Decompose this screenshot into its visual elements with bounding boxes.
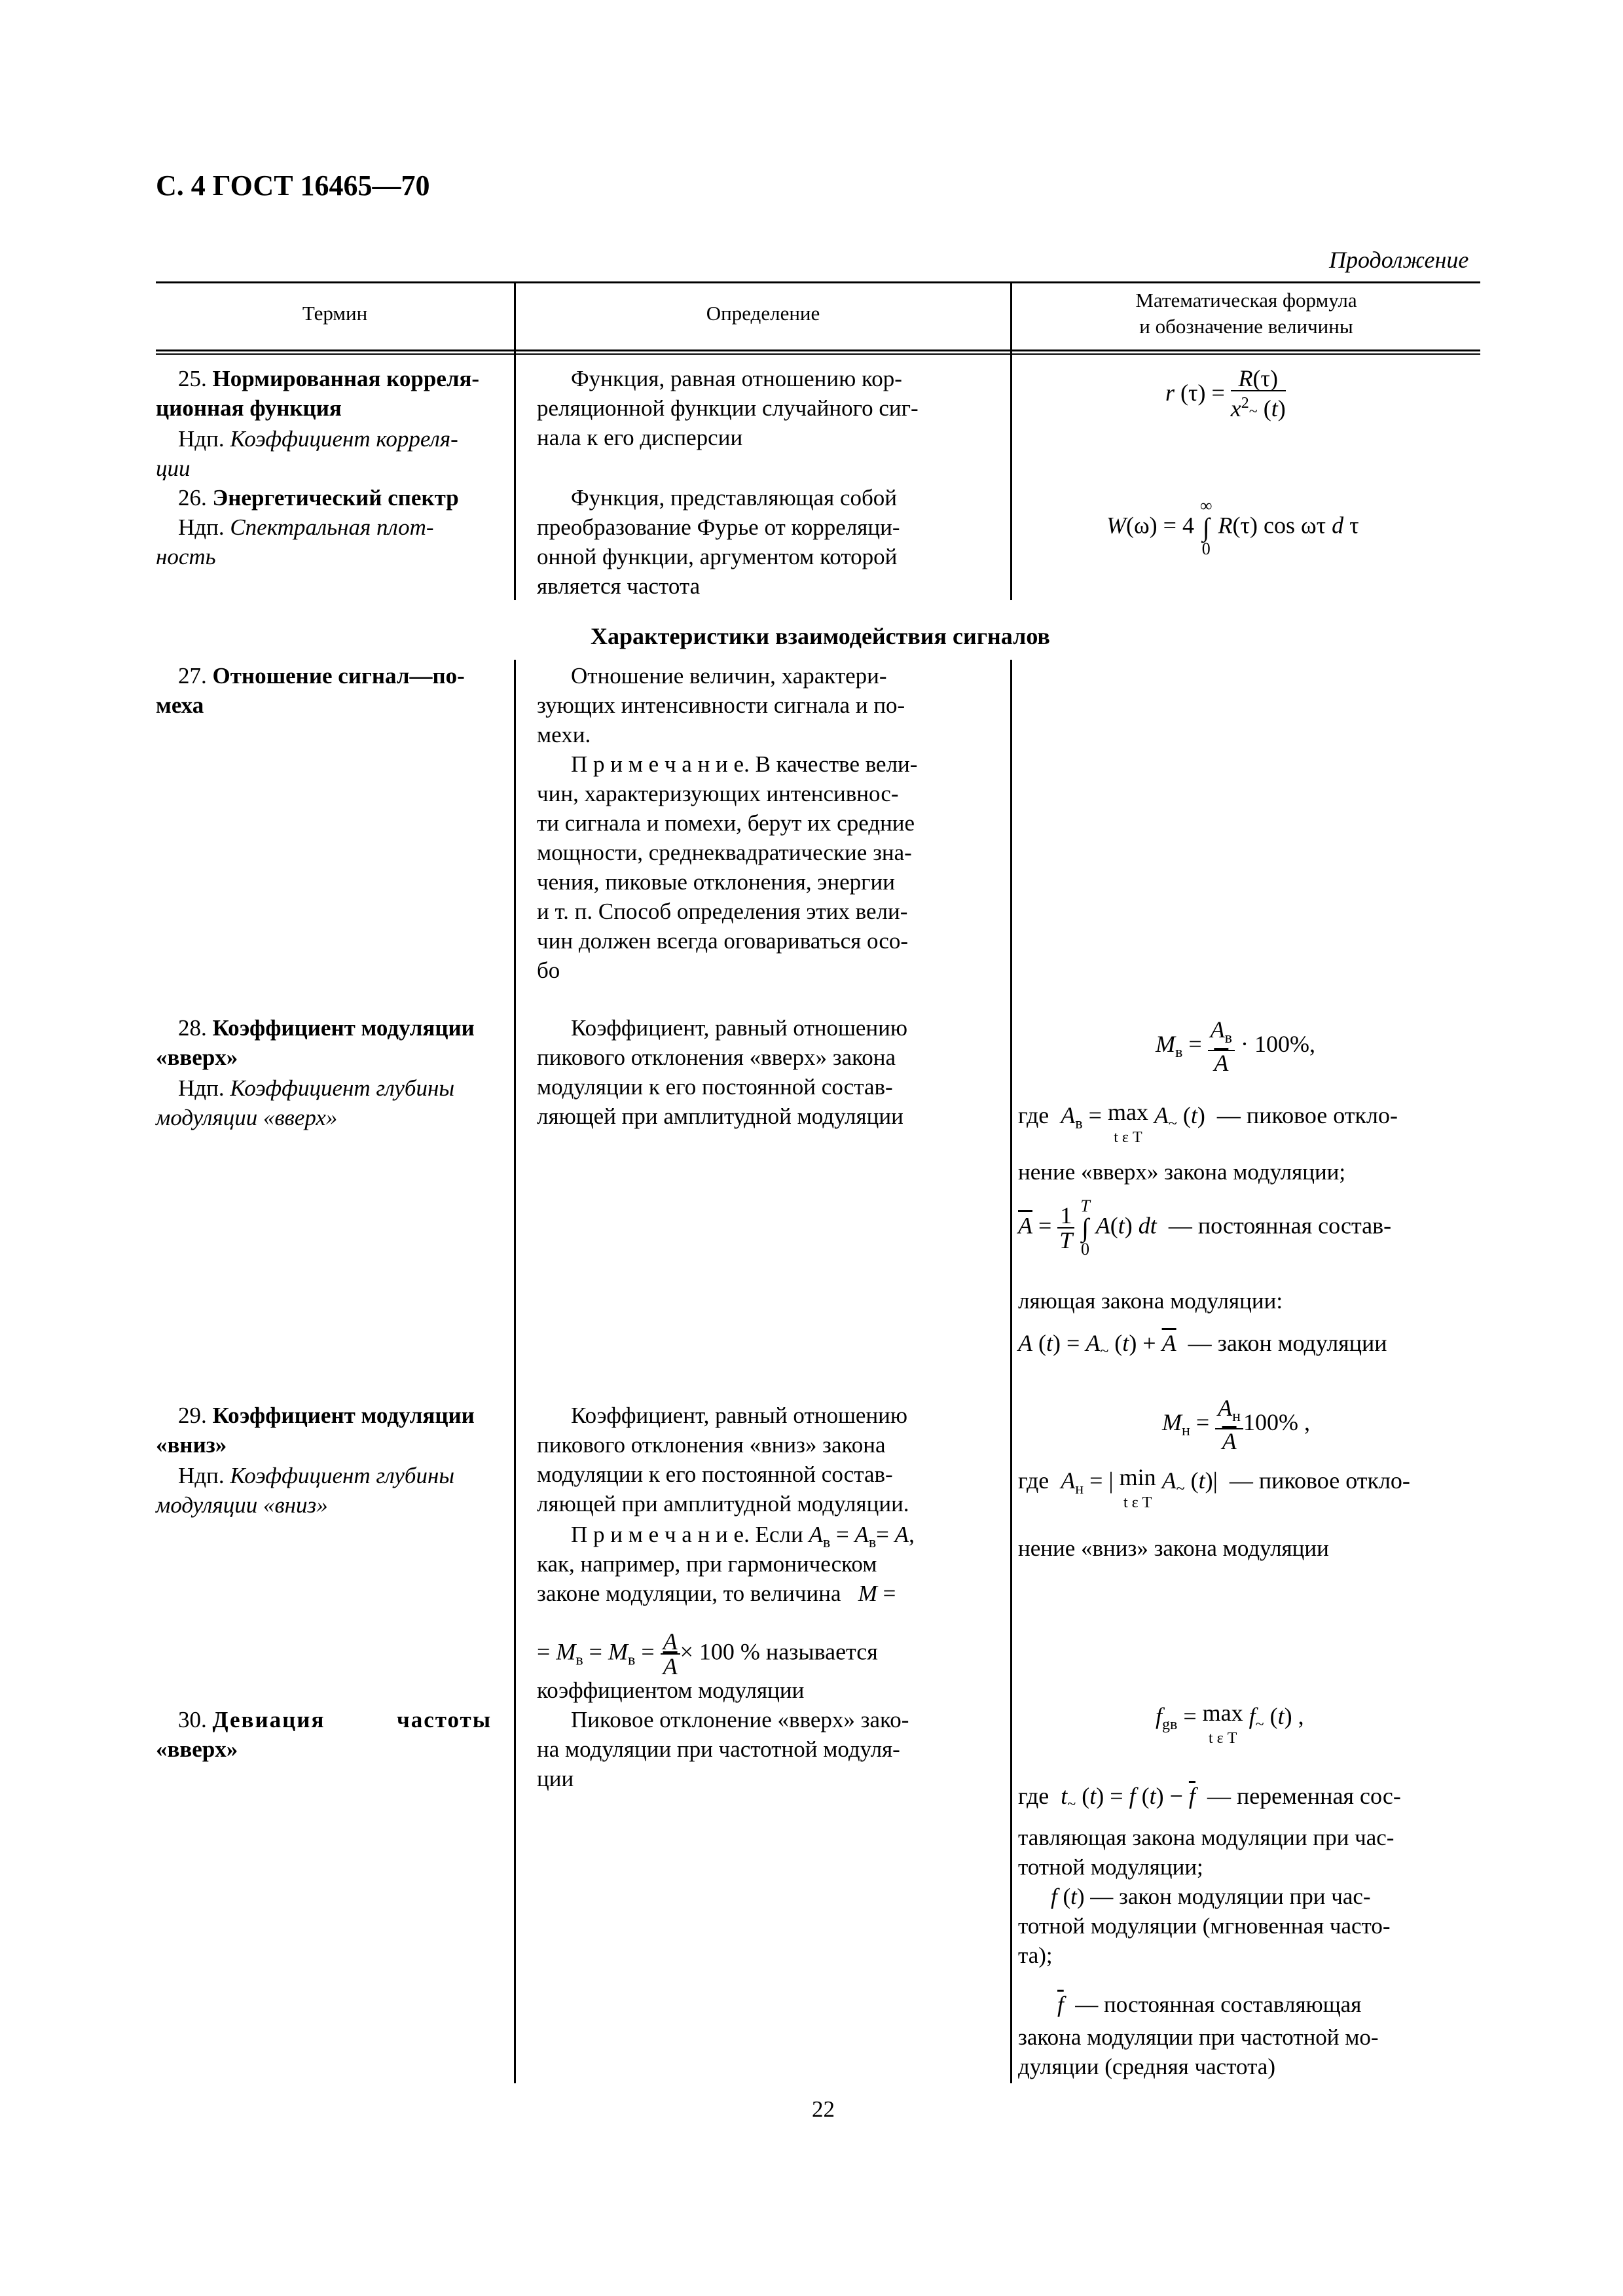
term-title: Коэффициент модуляции xyxy=(212,1015,475,1041)
constant-description: — постоянная составляющая xyxy=(1075,1992,1362,2017)
formula-tail: 100% , xyxy=(1243,1408,1310,1435)
definition-line: на модуляции при частотной модуля- xyxy=(537,1736,900,1762)
column-divider-2-lower xyxy=(1010,660,1012,2083)
definition-line: пикового отклонения «вниз» закона xyxy=(537,1432,886,1458)
formula-modulation-up: $M_в$ = $\frac{A_в}{A}$ · 100%, xyxy=(1156,1016,1315,1077)
peak-description-cont: нение «вниз» закона модуляции xyxy=(1018,1535,1329,1561)
peak-description-cont: нение «вверх» закона модуляции; xyxy=(1018,1159,1346,1185)
peak-description: — пиковое откло- xyxy=(1229,1467,1410,1494)
definition-line: реляционной функции случайного сиг- xyxy=(537,395,919,421)
entry-number: 30. xyxy=(178,1707,207,1732)
variable-description-line: тавляющая закона модуляции при час- xyxy=(1018,1825,1395,1850)
note-line: чения, пиковые отклонения, энергии xyxy=(537,869,895,895)
page-number: 22 xyxy=(812,2096,835,2122)
note-last-line: коэффициентом модуляции xyxy=(537,1677,805,1703)
definition-line: модуляции к его постоянной состав- xyxy=(537,1462,893,1487)
definition-line: онной функции, аргументом которой xyxy=(537,544,898,569)
definition-line: ляющей при амплитудной модуляции xyxy=(537,1103,903,1129)
constant-description-line: закона модуляции при частотной мо- xyxy=(1018,2024,1379,2050)
law-description: — закон модуляции xyxy=(1188,1330,1387,1356)
term-title-cont: ционная функция xyxy=(156,395,342,421)
note-line: чин должен всегда оговариваться осо- xyxy=(537,928,909,954)
rejected-term: Коэффициент глубины xyxy=(230,1463,455,1488)
section-title: Характеристики взаимодействия сигналов xyxy=(591,623,1050,649)
where-label: где xyxy=(1018,1783,1049,1809)
note-line: чин, характеризующих интенсивнос- xyxy=(537,781,899,806)
constant-description-cont: ляющая закона модуляции: xyxy=(1018,1288,1283,1314)
note-line: как, например, при гармоническом xyxy=(537,1551,877,1577)
entry-number: 26. xyxy=(178,485,207,511)
note-tail: называется xyxy=(765,1638,878,1665)
definition-line: Функция, представляющая собой xyxy=(571,485,898,511)
note-line: законе модуляции, то величина xyxy=(537,1581,841,1606)
rejected-term-cont: модуляции «вверх» xyxy=(156,1105,338,1130)
rejected-term-cont: модуляции «вниз» xyxy=(156,1492,328,1518)
note-line: ти сигнала и помехи, берут их средние xyxy=(537,810,915,836)
definition-line: ляющей при амплитудной модуляции. xyxy=(537,1491,909,1516)
definition-line: мехи. xyxy=(537,722,591,747)
ndp-label: Ндп. xyxy=(178,514,225,540)
formula-normalized-correlation: r (τ) = $\frac{R(\tau)}{x^2\sim (t)}$ xyxy=(1165,365,1286,422)
column-divider-1-lower xyxy=(514,660,516,2083)
table-top-rule xyxy=(156,281,1480,283)
variable-description: — переменная сос- xyxy=(1207,1783,1401,1809)
term-title: Энергетический спектр xyxy=(212,485,459,511)
column-divider-1 xyxy=(514,281,516,600)
constant-description-line: дуляции (средняя частота) xyxy=(1018,2054,1275,2079)
term-title-cont: «вверх» xyxy=(156,1045,238,1070)
law-description: — закон модуляции при час- xyxy=(1090,1884,1371,1909)
note-line: мощности, среднеквадратические зна- xyxy=(537,840,912,865)
definition-line: Пиковое отклонение «вверх» зако- xyxy=(571,1707,909,1732)
term-title: Нормированная корреля- xyxy=(212,366,480,391)
note-text: Если xyxy=(755,1522,803,1547)
header-formula-line1: Математическая формула xyxy=(1135,289,1357,312)
term-title-cont: «вверх» xyxy=(156,1736,238,1762)
term-title: Отношение сигнал—по- xyxy=(212,663,465,689)
definition-line: Коэффициент, равный отношению xyxy=(571,1015,908,1041)
header-formula-line2: и обозначение величины xyxy=(1139,315,1353,338)
definition-line: Коэффициент, равный отношению xyxy=(571,1403,908,1428)
formula-energy-spectrum: W(ω) = 4 ∞ ∫ 0 R(τ) cos ωτ d τ xyxy=(1106,496,1359,558)
definition-line: нала к его дисперсии xyxy=(537,425,743,450)
rejected-term: Спектральная плот- xyxy=(230,514,434,540)
term-title-cont: меха xyxy=(156,692,204,718)
table-header-rule-2 xyxy=(156,353,1480,355)
constant-description: — постоянная состав- xyxy=(1168,1212,1392,1239)
definition-line: является частота xyxy=(537,573,701,599)
definition-line: ции xyxy=(537,1766,574,1791)
note-label: П р и м е ч а н и е. xyxy=(571,1522,750,1547)
entry-number: 27. xyxy=(178,663,207,689)
where-label: где xyxy=(1018,1467,1049,1494)
page-reference: С. 4 ГОСТ 16465—70 xyxy=(156,170,430,202)
entry-number: 28. xyxy=(178,1015,207,1041)
ndp-label: Ндп. xyxy=(178,426,225,452)
definition-line: зующих интенсивности сигнала и по- xyxy=(537,692,905,718)
law-description-line: та); xyxy=(1018,1943,1053,1968)
ndp-label: Ндп. xyxy=(178,1463,225,1488)
formula-modulation-down: $M_н$ = $\frac{A_н}{A}$ 100% , xyxy=(1162,1395,1310,1455)
header-definition: Определение xyxy=(706,302,820,325)
note-text: В качестве вели- xyxy=(755,751,918,777)
formula-frequency-deviation: $f_{gв} = \max$ t ε T $f_\sim$ (t) , xyxy=(1156,1700,1304,1747)
definition-line: преобразование Фурье от корреляци- xyxy=(537,514,900,540)
peak-description: — пиковое откло- xyxy=(1216,1102,1398,1128)
term-title: Коэффициент модуляции xyxy=(212,1403,475,1428)
note-line: бо xyxy=(537,958,560,983)
law-description-line: тотной модуляции (мгновенная часто- xyxy=(1018,1913,1391,1939)
note-line: и т. п. Способ определения этих вели- xyxy=(537,899,908,924)
ndp-label: Ндп. xyxy=(178,1075,225,1101)
rejected-term: Коэффициент глубины xyxy=(230,1075,455,1101)
table-header-rule xyxy=(156,350,1480,351)
rejected-term-cont: ность xyxy=(156,544,216,569)
entry-number: 25. xyxy=(178,366,207,391)
entry-number: 29. xyxy=(178,1403,207,1428)
definition-line: Функция, равная отношению кор- xyxy=(571,366,902,391)
definition-line: модуляции к его постоянной состав- xyxy=(537,1074,893,1100)
variable-description-line: тотной модуляции; xyxy=(1018,1854,1203,1880)
where-label: где xyxy=(1018,1102,1049,1128)
header-term: Термин xyxy=(302,302,368,325)
rejected-term-cont: ции xyxy=(156,456,191,481)
formula-tail: · 100%, xyxy=(1241,1030,1315,1057)
definition-line: пикового отклонения «вверх» закона xyxy=(537,1045,896,1070)
term-title-cont: «вниз» xyxy=(156,1432,227,1458)
definition-line: Отношение величин, характери- xyxy=(571,663,887,689)
continuation-label: Продолжение xyxy=(1329,247,1469,273)
rejected-term: Коэффициент корреля- xyxy=(230,426,458,452)
term-title: Девиация xyxy=(212,1707,325,1732)
note-label: П р и м е ч а н и е. xyxy=(571,751,750,777)
term-title-word: частоты xyxy=(397,1707,492,1732)
